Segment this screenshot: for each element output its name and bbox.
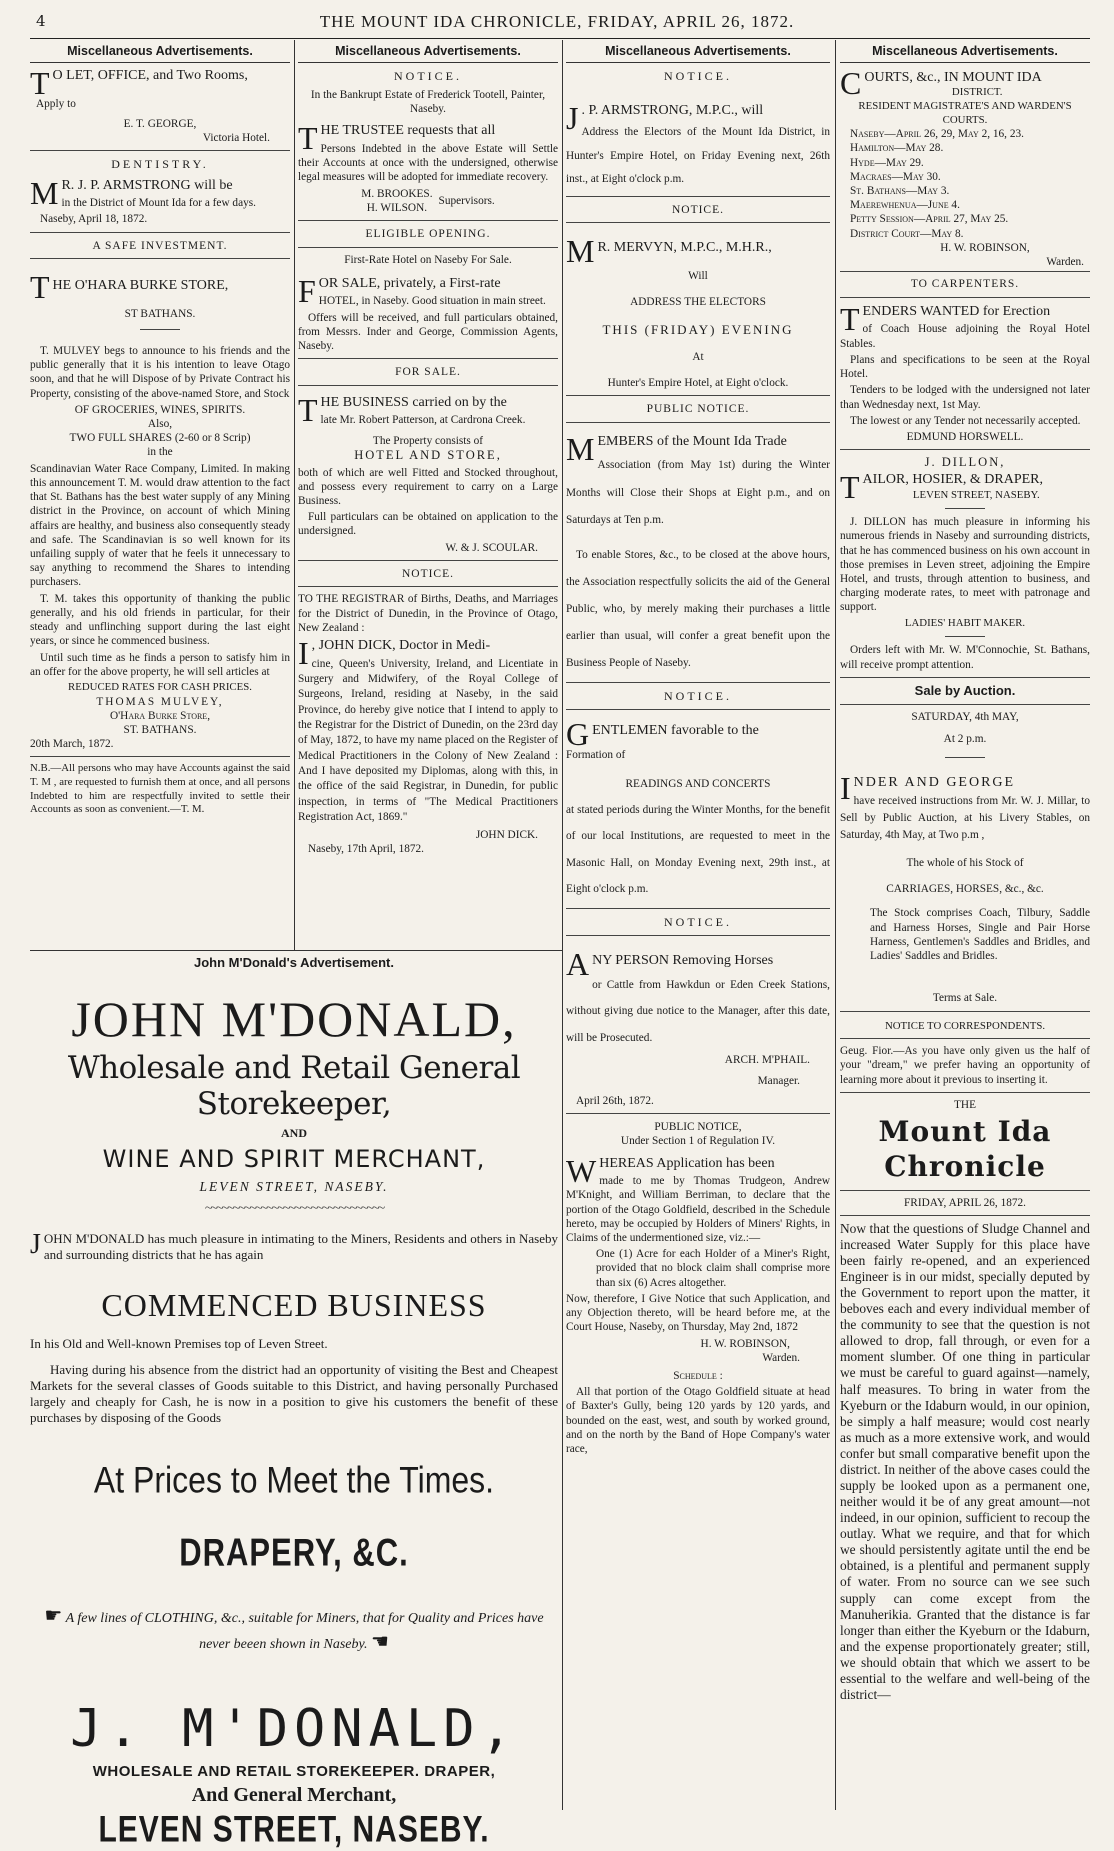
advert-title: OURTS, &c., IN MOUNT IDA <box>864 69 1042 85</box>
advert-text: First-Rate Hotel on Naseby For Sale. <box>344 253 512 266</box>
advert-for-sale <box>298 365 558 555</box>
divider <box>840 677 1090 678</box>
court-line: District Court—May 8. <box>850 227 964 240</box>
advert-text: Warden. <box>1046 256 1084 269</box>
advert-text: T. MULVEY begs to announce to his friends and the public generally that it is his intention to leave Otago soon, and that he will Dispose of by Private Contract his Property, consisting of the above-named Store, and Stock <box>30 344 290 400</box>
divider <box>566 709 830 710</box>
advert-headline: COMMENCED BUSINESS <box>101 1287 487 1323</box>
masthead-rule <box>30 38 1090 39</box>
advert-text: Until such time as he finds a person to satisfy him in an offer for the above property, he will sell articles at <box>30 651 290 678</box>
advert-text: REDUCED RATES FOR CASH PRICES. <box>68 680 252 693</box>
court-line: Macraes—May 30. <box>850 170 941 183</box>
page-title: THE MOUNT IDA CHRONICLE, FRIDAY, APRIL 26, 1872. <box>319 12 795 31</box>
divider <box>30 756 290 757</box>
ornamental-rule: ~~~~~~~~~~~~~~~~~~~~~~~~~~~~~~~~ <box>204 1201 384 1216</box>
divider <box>566 196 830 197</box>
advert-text: To enable Stores, &c., to be closed at the above hours, the Association respectfully solicits the aid of the General Public, who, by merely making their purchases a little earlier than usual, will confer a great benefit upon the Business People of Naseby. <box>566 548 830 670</box>
advert-public-notice <box>566 402 830 677</box>
drop-cap: T <box>298 391 318 428</box>
advert-heading: Sale by Auction. <box>914 682 1016 698</box>
advert-text: The lowest or any Tender not necessarily accepted. <box>850 414 1081 427</box>
advert-correspondents <box>840 1020 1090 1087</box>
advert-text: TO THE REGISTRAR of Births, Deaths, and Marriages for the District of Dunedin, in the Province of Otago, New Zealand : <box>298 593 558 634</box>
advert-signature: JOHN DICK. <box>475 828 538 841</box>
divider <box>945 757 985 758</box>
drop-cap: J <box>30 1229 41 1260</box>
advert-text: One (1) Acre for each Holder of a Miner's Right, provided that no block claim shall comprise more than six (6) Acres altogether. <box>596 1248 830 1289</box>
divider <box>840 704 1090 705</box>
advert-mervyn <box>566 203 830 390</box>
advert-to-let <box>30 64 290 146</box>
advert-safe-investment <box>30 239 290 817</box>
advert-title: NDER AND GEORGE <box>853 774 1016 790</box>
advert-title: R. J. P. ARMSTRONG will be <box>61 177 233 193</box>
advert-text: At 2 p.m. <box>943 733 987 746</box>
advert-text: Having during his absence from the district had an opportunity of visiting the Best and Cheapest Markets for the several classes of Goods suitable to this District, and having personally Purchased largely and cheaply for Cash, he is now in a position to give his customers the benefit of these purchases by disposing of the Goods <box>30 1362 558 1425</box>
column-header: Miscellaneous Advertisements. <box>30 44 290 63</box>
advert-heading: DENTISTRY. <box>111 157 209 172</box>
advert-text: Also, <box>147 418 173 430</box>
drop-cap: T <box>298 120 318 157</box>
divider <box>945 508 985 509</box>
advert-text: Address the Electors of the Mount Ida District, in Hunter's Empire Hotel, on Friday Evening next, 26th inst., at Eight o'clock p.m. <box>566 126 830 185</box>
advert-name: J. M'DONALD, <box>70 1699 518 1759</box>
advert-heading: PUBLIC NOTICE, <box>654 1121 742 1134</box>
advert-text: Terms at Sale. <box>932 992 998 1005</box>
court-line: Hyde—May 29. <box>850 156 924 169</box>
advert-text: Schedule : <box>673 1369 723 1382</box>
advert-text: In the Bankrupt Estate of Frederick Tootell, Painter, Naseby. <box>310 88 546 116</box>
column-header: Miscellaneous Advertisements. <box>566 44 830 63</box>
advert-bankrupt-notice <box>298 69 558 215</box>
divider <box>840 1190 1090 1191</box>
divider <box>298 586 558 587</box>
divider <box>945 636 985 637</box>
divider <box>840 1092 1090 1093</box>
advert-courts <box>840 64 1090 270</box>
advert-headline: DRAPERY, &C. <box>179 1530 409 1575</box>
divider <box>566 682 830 683</box>
advert-text: The Stock comprises Coach, Tilbury, Saddle and Harness Horses, Single and Pair Horse Harness, Gentlemen's Saddles and Bridles, and Ladies' Saddles and Bridles. <box>870 907 1090 963</box>
drop-cap: I <box>298 634 309 671</box>
advert-address: LEVEN STREET, NASEBY. <box>199 1179 389 1194</box>
advert-signature: THOMAS MULVEY, <box>96 695 224 708</box>
advert-text: CARRIAGES, HORSES, &c., &c. <box>886 883 1044 896</box>
drop-cap: T <box>840 468 860 505</box>
advert-text: or Cattle from Hawkdun or Eden Creek Stations, without giving due notice to the Manager, after this date, will be Prosecuted. <box>566 978 830 1044</box>
column-4 <box>840 44 1090 1814</box>
advert-armstrong <box>566 69 830 191</box>
advert-text: HOTEL AND STORE, <box>354 447 502 462</box>
advert-dentistry <box>30 157 290 226</box>
advert-text: Supervisors. <box>438 194 495 207</box>
advert-text: RESIDENT MAGISTRATE'S AND WARDEN'S COURTS. <box>858 99 1072 126</box>
advert-address: LEVEN STREET, NASEBY. <box>98 1808 490 1850</box>
advert-text: A few lines of CLOTHING, &c., suitable for Miners, that for Quality and Prices have never beeen shown in Naseby. <box>65 1611 544 1652</box>
advert-subtitle: WINE AND SPIRIT MERCHANT, <box>102 1145 486 1173</box>
court-line: Naseby—April 26, 29, May 2, 16, 23. <box>850 128 1024 141</box>
advert-title: , JOHN DICK, Doctor in Medi- <box>311 637 491 653</box>
advert-eligible-opening <box>298 227 558 353</box>
advert-registrar-notice <box>298 567 558 856</box>
divider <box>840 297 1090 298</box>
advert-text: All that portion of the Otago Goldfield situate at head of Baxter's Gully, being 120 yards by 120 yards, and bounded on the east, west, and south by worked ground, and on the north by the Band of Hope Company's water race, <box>566 1386 830 1456</box>
divider <box>30 232 290 233</box>
advert-signature: EDMUND HORSWELL. <box>906 430 1024 443</box>
advert-text: Persons Indebted in the above Estate will Settle their Accounts at once with the undersigned, otherwise legal measures will be adopted for immediate recovery. <box>298 142 558 184</box>
divider <box>566 222 830 223</box>
advert-text: At <box>692 350 704 363</box>
advert-signature: O'Hara Burke Store, <box>109 709 211 722</box>
column-1 <box>30 44 290 949</box>
advert-text: THIS (FRIDAY) EVENING <box>602 321 794 337</box>
divider <box>298 358 558 359</box>
advert-subtitle: Wholesale and Retail General Storekeeper, <box>67 1050 521 1122</box>
advert-heading: J. DILLON, <box>924 455 1006 470</box>
drop-cap: A <box>566 946 590 983</box>
editorial-kicker: THE <box>954 1098 976 1111</box>
advert-heading: FOR SALE. <box>395 366 461 379</box>
advert-text: Now, therefore, I Give Notice that such Application, and any Objection thereto, will be heard before me, at the Court House, Naseby, on Thursday, May 2nd, 1872 <box>566 1292 830 1334</box>
advert-date: Naseby, 17th April, 1872. <box>308 842 424 855</box>
divider <box>566 935 830 936</box>
advert-date: Naseby, April 18, 1872. <box>40 213 148 226</box>
advert-text: cine, Queen's University, Ireland, and Licentiate in Surgery and Midwifery, of the Royal College of Surgeons, Ireland, residing at Naseby, in the said Province, do hereby give notice that I intend to apply to the Registrar for the District of Dunedin, on the 23rd day of May, 1872, to have my name placed on the Register of Medical Practitioners in the Colony of New Zealand : And I have deposited my Diplomas, along with this, in the office of the said Registrar, in Dunedin, for public inspection, in terms of "The Medical Practitioners Registration Act, 1869." <box>298 657 558 824</box>
advert-title: NY PERSON Removing Horses <box>592 953 774 969</box>
advert-text: Association (from May 1st) during the Winter Months will Close their Shops at Eight p.m., and on Saturdays at Ten p.m. <box>566 459 830 526</box>
advert-text: The Property consists of <box>372 434 484 447</box>
drop-cap: M <box>30 174 59 211</box>
divider <box>566 908 830 909</box>
divider <box>566 422 830 423</box>
advert-text: J. DILLON has much pleasure in informing his numerous friends in Naseby and surrounding districts, that he has commenced business on his own account in those premises in Leven street, adjoining the Empire Hotel, and trusts, through attention to business, and charging moderate rates, to meet with patronage and support. <box>840 516 1090 614</box>
advert-text: Full particulars can be obtained on application to the undersigned. <box>298 511 558 538</box>
advert-horses <box>566 915 830 1108</box>
pointing-hand-icon: ☚ <box>370 1631 389 1653</box>
advert-text: at stated periods during the Winter Months, for the benefit of our local Institutions, are requested to meet in the Masonic Hall, on Monday Evening next, 29th inst., at Eight o'clock p.m. <box>566 803 830 896</box>
divider <box>840 271 1090 272</box>
advert-text: Orders left with Mr. W. M'Connochie, St. Bathans, will receive prompt attention. <box>840 644 1090 671</box>
advert-title: HE TRUSTEE requests that all <box>320 123 496 139</box>
masthead <box>0 10 1114 40</box>
advert-title: ENDERS WANTED for Erection <box>862 303 1051 319</box>
advert-text: Scandinavian Water Race Company, Limited. In making this announcement T. M. would draw attention to the fact that St. Bathans has the best water supply of any Mining district in the Province, on account of which Mining affairs are healthy, and business also consequently steady and safe. The Scandinavian is so well known for its unfailing supply of water that he feels it unnecessary to say anything to recommend the Shares to intending purchasers. <box>30 462 290 589</box>
advert-text: N.B.—All persons who may have Accounts against the said T. M , are requested to furnish them at once, and all persons Indebted to him are respectfully invited to settle their Accounts as soon as convenient.—T. M. <box>30 762 290 816</box>
advert-text: In his Old and Well-known Premises top of Leven Street. <box>30 1336 328 1351</box>
column-rule <box>562 40 563 1810</box>
advert-subtitle: WHOLESALE AND RETAIL STOREKEEPER. DRAPER, <box>92 1763 496 1780</box>
advert-title: O LET, OFFICE, and Two Rooms, <box>52 67 248 83</box>
pointing-hand-icon: ☛ <box>44 1605 63 1627</box>
advert-text: READINGS AND CONCERTS <box>625 777 771 790</box>
drop-cap: I <box>840 769 851 806</box>
divider <box>566 395 830 396</box>
advert-text: Under Section 1 of Regulation IV. <box>620 1135 776 1148</box>
advert-title: ENTLEMEN favorable to the <box>592 723 759 739</box>
advert-text: The whole of his Stock of <box>906 856 1024 869</box>
advert-text: LADIES' HABIT MAKER. <box>904 616 1026 629</box>
court-line: Maerewhenua—June 4. <box>850 199 960 212</box>
advert-text: TWO FULL SHARES (2-60 or 8 Scrip) <box>69 432 251 445</box>
advert-readings <box>566 689 830 903</box>
advert-text: of Coach House adjoining the Royal Hotel Stables. <box>840 323 1090 350</box>
advert-text: T. M. takes this opportunity of thanking the public generally, and his old friends in particular, for their steady and unflinching support during the last eight years, or since he commenced business. <box>30 592 290 648</box>
advert-headline: At Prices to Meet the Times. <box>93 1459 495 1501</box>
advert-text: OHN M'DONALD has much pleasure in intimating to the Miners, Residents and others in Naseby and surrounding districts that he has again <box>43 1231 558 1262</box>
drop-cap: M <box>566 233 595 270</box>
advert-auction <box>840 683 1090 1006</box>
advert-heading: ELIGIBLE OPENING. <box>365 228 491 241</box>
advert-title: HEREAS Application has been <box>599 1155 775 1171</box>
advert-header: John M'Donald's Advertisement. <box>193 955 394 970</box>
court-line: St. Bathans—May 3. <box>850 185 950 198</box>
advert-signature: ST. BATHANS. <box>123 723 197 736</box>
advert-place: Victoria Hotel. <box>202 132 270 145</box>
advert-name: E. T. GEORGE, <box>123 117 197 130</box>
advert-text: Apply to <box>36 97 76 110</box>
divider <box>30 258 290 259</box>
drop-cap: J <box>566 99 579 136</box>
advert-text: Offers will be received, and full particulars obtained, from Messrs. Inder and George, Commission Agents, Naseby. <box>298 311 558 352</box>
advert-text: DISTRICT. <box>951 86 1003 99</box>
advert-heading: NOTICE. <box>664 689 732 704</box>
advert-heading: TO CARPENTERS. <box>910 278 1020 291</box>
advert-heading: NOTICE. <box>664 68 732 83</box>
divider <box>566 1113 830 1114</box>
advert-place: ST BATHANS. <box>124 307 196 320</box>
advert-signature: H. W. ROBINSON, <box>700 1337 790 1350</box>
advert-signature: M. BROOKES. <box>361 187 433 200</box>
advert-text: OF GROCERIES, WINES, SPIRITS. <box>74 403 246 416</box>
advert-title: OR SALE, privately, a First-rate <box>318 275 501 291</box>
page-number: 4 <box>36 12 46 30</box>
section-rule <box>30 950 562 951</box>
advert-signature: H. WILSON. <box>366 201 428 214</box>
advert-text: ADDRESS THE ELECTORS <box>630 296 766 309</box>
advert-date: April 26th, 1872. <box>576 1094 654 1107</box>
advert-carpenters <box>840 277 1090 444</box>
advert-heading: NOTICE. <box>394 68 462 83</box>
divider <box>298 247 558 248</box>
advert-text: Will <box>688 270 708 283</box>
advert-heading: A SAFE INVESTMENT. <box>92 239 228 252</box>
column-rule <box>294 40 295 950</box>
mcdonald-advertisement <box>30 955 558 1850</box>
advert-text: have received instructions from Mr. W. J. Millar, to Sell by Public Auction, at his Livery Stables, on Saturday, 4th May, at Two p.m , <box>840 795 1090 842</box>
column-rule <box>835 40 836 1810</box>
advert-name: JOHN M'DONALD, <box>71 991 517 1047</box>
drop-cap: T <box>30 64 50 101</box>
column-header: Miscellaneous Advertisements. <box>298 44 558 63</box>
drop-cap: F <box>298 272 316 309</box>
advert-text: late Mr. Robert Patterson, at Cardrona Creek. <box>320 414 526 427</box>
divider <box>30 150 290 151</box>
advert-title: HE O'HARA BURKE STORE, <box>52 278 229 294</box>
advert-signature: H. W. ROBINSON, <box>940 241 1030 254</box>
advert-signature: ARCH. M'PHAIL. <box>724 1054 810 1067</box>
advert-text: Warden. <box>762 1351 800 1364</box>
advert-text: Tenders to be lodged with the undersigned not later than Wednesday next, 1st May. <box>840 384 1090 411</box>
divider <box>298 385 558 386</box>
editorial-masthead: Mount Ida Chronicle <box>878 1114 1052 1184</box>
advert-text: Manager. <box>757 1074 800 1087</box>
advert-text: Hunter's Empire Hotel, at Eight o'clock. <box>607 377 789 390</box>
advert-title: EMBERS of the Mount Ida Trade <box>597 433 787 449</box>
advert-intro <box>30 1231 558 1263</box>
advert-signature: W. & J. SCOULAR. <box>445 541 538 554</box>
divider <box>840 1215 1090 1216</box>
drop-cap: T <box>30 269 50 306</box>
editorial <box>840 1098 1090 1703</box>
divider <box>840 1011 1090 1012</box>
drop-cap: W <box>566 1152 597 1189</box>
advert-heading: NOTICE TO CORRESPONDENTS. <box>884 1019 1046 1032</box>
advert-heading: NOTICE. <box>664 915 732 930</box>
advert-title: AILOR, HOSIER, & DRAPER, <box>862 471 1044 487</box>
advert-text: HOTEL, in Naseby. Good situation in main street. <box>318 295 546 308</box>
column-3 <box>566 44 830 1814</box>
drop-cap: T <box>840 300 860 337</box>
advert-heading: PUBLIC NOTICE. <box>646 403 750 416</box>
divider <box>840 449 1090 450</box>
advert-heading: NOTICE. <box>671 203 725 216</box>
advert-heading: NOTICE. <box>401 567 455 580</box>
advert-text: Plans and specifications to be seen at the Royal Hotel. <box>840 353 1090 381</box>
advert-subtitle: And General Merchant, <box>191 1784 397 1806</box>
advert-title: HE BUSINESS carried on by the <box>320 394 507 410</box>
divider <box>298 560 558 561</box>
column-header: Miscellaneous Advertisements. <box>840 44 1090 63</box>
drop-cap: C <box>840 64 862 101</box>
advert-text: in the <box>147 446 173 459</box>
advert-text: Geug. Fior.—As you have only given us the half of your "dream," we prefer having an opportunity of learning more about it previous to inserting it. <box>840 1045 1090 1086</box>
divider <box>840 1038 1090 1039</box>
advert-date: 20th March, 1872. <box>30 738 114 751</box>
advert-regulation <box>566 1120 830 1456</box>
advert-title: . P. ARMSTRONG, M.P.C., will <box>581 102 764 118</box>
advert-text: AND <box>281 1126 307 1140</box>
advert-text: made to me by Thomas Trudgeon, Andrew M'Knight, and William Berriman, to declare that the portion of the Otago Goldfield, described in the Schedule hereto, may be occupied by Holders of Miners' Rights, in Claims of the undermentioned size, viz.:— <box>566 1175 830 1244</box>
advert-text: LEVEN STREET, NASEBY. <box>912 488 1040 501</box>
advert-text: Formation of <box>566 749 626 762</box>
editorial-date: FRIDAY, APRIL 26, 1872. <box>904 1196 1026 1209</box>
advert-text: both of which are well Fitted and Stocked throughout, and possess every requirement to carry on a Large Business. <box>298 466 558 507</box>
divider <box>140 329 180 330</box>
advert-text: SATURDAY, 4th MAY, <box>911 711 1019 724</box>
court-line: Petty Session—April 27, May 25. <box>850 213 1009 226</box>
column-2 <box>298 44 558 949</box>
court-line: Hamilton—May 28. <box>850 142 944 155</box>
advert-dillon <box>840 455 1090 672</box>
editorial-text: Now that the questions of Sludge Channel and increased Water Supply for this place have been fairly re-opened, and an experienced Engineer is in our midst, specially deputed by the Government to report upon the matter, it beboves each and every individual member of the community to see that the question is not allowed to drop, fall through, or even for a moment slumber. Of one thing in particular we must be careful to guard against—namely, half measures. To bring in water from the Kyeburn or the Idaburn would, in our opinion, be simply a half measure; would cost nearly as much as a more extensive work, and would confer but small comparative benefit upon the district. In neither of the above cases could the supply be looked upon as a permanent one, neither would it be of any great amount—not indeed, in our opinion, sufficient to recoup the outlay. What we require, and that for which we should persistently agitate until the end be obtained, is a plentiful and permanent supply of water. From no source can we see such supply can come except from the Manuherikia. Granted that the distance is far longer than either the Kyeburn or the Idaburn, and the expense proportionately greater; still, we should obtain that which we assert to be essential to the welfare and well-being of the district— <box>840 1220 1090 1702</box>
drop-cap: M <box>566 430 595 467</box>
advert-title: R. MERVYN, M.P.C., M.H.R., <box>597 240 772 256</box>
advert-text: in the District of Mount Ida for a few days. <box>61 197 256 210</box>
drop-cap: G <box>566 716 590 753</box>
divider <box>298 220 558 221</box>
advert-offer <box>30 1603 558 1655</box>
